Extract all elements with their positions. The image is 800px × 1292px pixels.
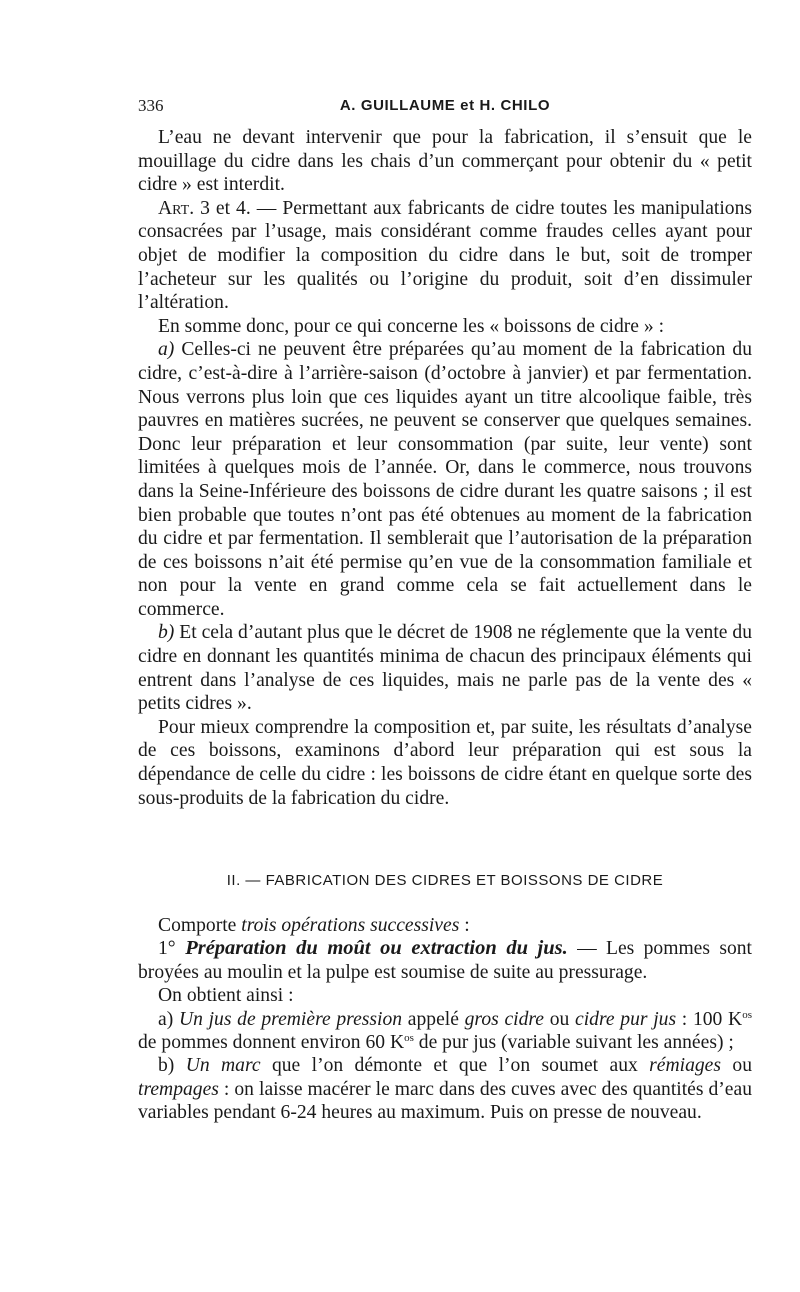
paragraph-text: 3 et 4. — Permettant aux fabricants de cidre toutes les manipulations consacrées par l’usage, mais considérant comme fraudes celles ayant pour objet de modifier la composition du cidre dans le but, soit de tromper l’acheteur sur les qualités ou l’origine du produit, soit d’en dissimuler l’altération. bbox=[138, 197, 752, 314]
paragraph-text: Celles-ci ne peuvent être préparées qu’au moment de la fabrication du cidre, c’est-à-dire à l’arrière-saison (d’octobre à janvier) et par fermentation. Nous verrons plus loin que ces liquides ayant un titre alcoolique faible, très pauvres en matières sucrées, ne peuvent se conserver que quelques semaines. Donc leur préparation et leur consommation (par suite, leur vente) sont limitées à quelques mois de l’année. Or, dans le commerce, nous trouvons dans la Seine-Inférieure des boissons de cidre durant les quatre saisons ; il est bien probable que toutes n’ont pas été obtenues au moment de la fabrication du cidre et par fermentation. Il semblerait que l’autorisation de la préparation de ces boissons n’ait été permise qu’en vue de la consommation familiale et non pour la vente en grand comme cela se fait actuellement dans le commerce. bbox=[138, 339, 752, 620]
paragraph-text: Et cela d’autant plus que le décret de 1908 ne réglemente que la vente du cidre en donnant les quantités minima de chacun des principaux éléments qui entrent dans l’analyse de ces liquides, mais ne parle pas de la vente des « petits cidres ». bbox=[138, 622, 752, 715]
text-run: : bbox=[459, 915, 470, 936]
text-run: que l’on démonte et que l’on soumet aux bbox=[260, 1055, 650, 1077]
italic-run: trois opérations successives bbox=[241, 915, 460, 936]
superscript: os bbox=[404, 1032, 414, 1045]
paragraph: En somme donc, pour ce qui concerne les « boissons de cidre » : bbox=[158, 315, 665, 337]
text-run: de pur jus (variable suivant les années) ; bbox=[413, 1032, 734, 1054]
section-body bbox=[138, 914, 752, 1125]
item-label: b) bbox=[158, 622, 175, 644]
text-run: : on laisse macérer le marc dans des cuves avec des quantités d’eau variables pendant 6-24 heures au maximum. Puis on presse de nouveau. bbox=[138, 1078, 752, 1124]
text-run: — Les pommes sont broyées au moulin et la pulpe est soumise de suite au pressurage. bbox=[138, 938, 752, 983]
text-run: ou bbox=[544, 1008, 576, 1030]
italic-run: cidre pur jus bbox=[575, 1008, 677, 1030]
paragraph bbox=[138, 1054, 752, 1124]
page-header bbox=[138, 96, 752, 120]
text-run: de pommes donnent environ 60 K bbox=[138, 1032, 405, 1054]
step-number: 1° bbox=[158, 938, 176, 960]
italic-run: rémiages bbox=[649, 1055, 722, 1077]
paragraph bbox=[138, 914, 752, 937]
italic-run: Un marc bbox=[185, 1055, 261, 1077]
paragraph bbox=[138, 1008, 752, 1055]
superscript: os bbox=[742, 1008, 752, 1021]
paragraph: Pour mieux comprendre la composition et, par suite, les résultats d’analyse de ces boissons, examinons d’abord leur préparation qui est sous la dépendance de celle du cidre : les boissons de cidre étant en quelque sorte des sous-produits de la fabrication du cidre. bbox=[138, 716, 752, 809]
paragraph bbox=[138, 197, 752, 315]
paragraph bbox=[138, 621, 752, 715]
paragraph: On obtient ainsi : bbox=[158, 985, 294, 1007]
running-head: A. GUILLAUME et H. CHILO bbox=[339, 97, 551, 114]
italic-run: Un jus de première pression bbox=[178, 1008, 403, 1030]
article-label: Art. bbox=[158, 197, 195, 219]
section-heading: II. — FABRICATION DES CIDRES ET BOISSONS DE CIDRE bbox=[226, 872, 664, 889]
text-run: appelé bbox=[402, 1008, 465, 1030]
text-run: Comporte bbox=[158, 915, 242, 936]
paragraph bbox=[138, 338, 752, 621]
text-run: ou bbox=[721, 1055, 752, 1077]
item-label: a) bbox=[158, 1008, 179, 1030]
body-text bbox=[138, 126, 752, 810]
text-run: : 100 K bbox=[676, 1008, 743, 1030]
item-label: b) bbox=[158, 1055, 186, 1077]
italic-run: trempages bbox=[138, 1078, 219, 1100]
paragraph: L’eau ne devant intervenir que pour la fabrication, il s’ensuit que le mouillage du cidre dans les chais d’un commerçant pour obtenir du « petit cidre » est interdit. bbox=[138, 127, 752, 196]
step-title: Préparation du moût ou extraction du jus. bbox=[175, 937, 568, 960]
paragraph bbox=[138, 937, 752, 984]
item-label: a) bbox=[158, 339, 175, 361]
page-number: 336 bbox=[138, 96, 164, 115]
italic-run: gros cidre bbox=[464, 1008, 544, 1030]
